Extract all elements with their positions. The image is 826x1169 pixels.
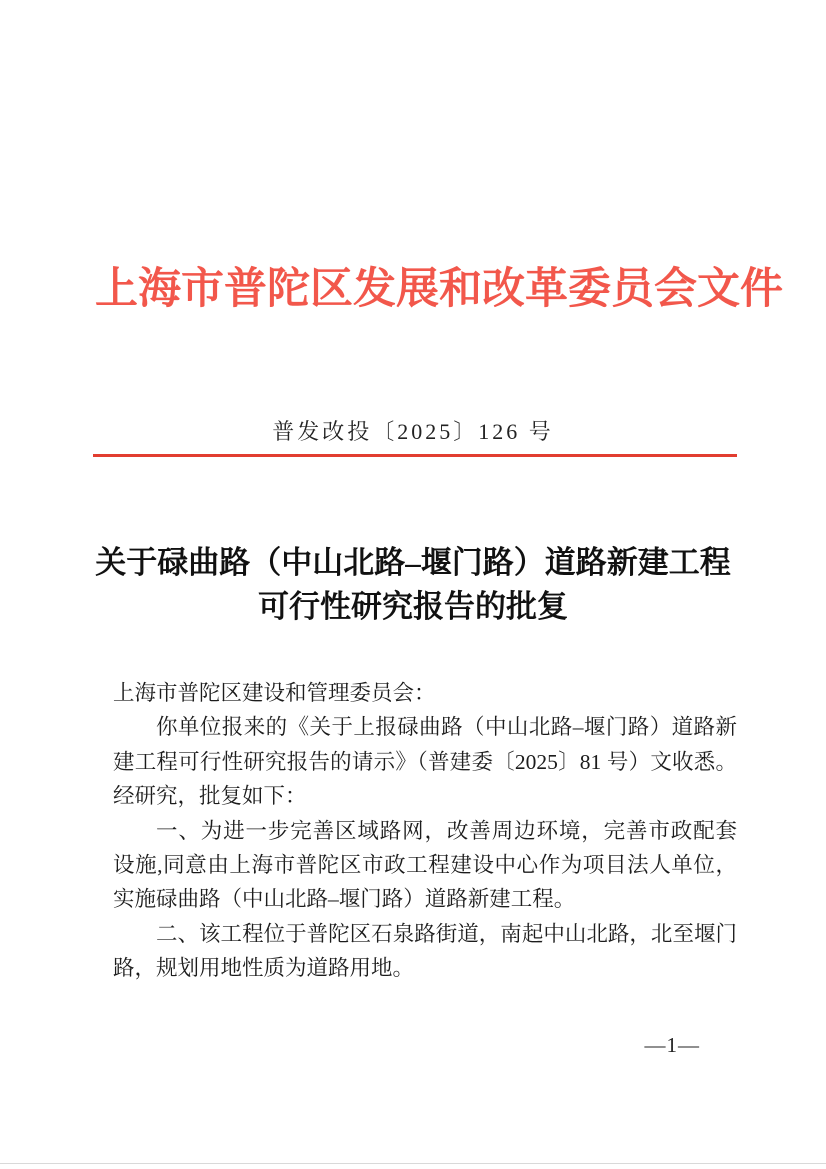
paragraph-1-line-2: 建工程可行性研究报告的请示》（普建委〔2025〕81 号）文收悉。 [113, 749, 737, 774]
org-banner-title: 上海市普陀区发展和改革委员会文件 [95, 266, 783, 313]
document-title-line-2: 可行性研究报告的批复 [258, 589, 568, 624]
document-title [0, 541, 826, 629]
document-number: 普发改投〔2025〕126 号 [272, 419, 554, 444]
page-number: —1— [644, 1033, 700, 1057]
scan-edge-artifact [0, 1163, 826, 1165]
paragraph-1-line-1: 你单位报来的《关于上报碌曲路（中山北路–堰门路）道路新 [156, 715, 737, 740]
paragraph-3-line-2: 路，规划用地性质为道路用地。 [113, 956, 415, 981]
document-body [113, 676, 737, 986]
salutation-line: 上海市普陀区建设和管理委员会： [113, 681, 436, 705]
paragraph-2-line-2: 设施,同意由上海市普陀区市政工程建设中心作为项目法人单位， [113, 852, 737, 877]
paragraph-3-line-1: 二、该工程位于普陀区石泉路街道，南起中山北路，北至堰门 [156, 921, 737, 946]
document-title-line-1: 关于碌曲路（中山北路–堰门路）道路新建工程 [95, 545, 731, 580]
paragraph-2-line-1: 一、为进一步完善区域路网，改善周边环境，完善市政配套 [156, 818, 737, 843]
paragraph-2-line-3: 实施碌曲路（中山北路–堰门路）道路新建工程。 [113, 887, 576, 912]
paragraph-1-line-3: 经研究，批复如下： [113, 784, 307, 809]
header-divider-rule [93, 454, 737, 457]
